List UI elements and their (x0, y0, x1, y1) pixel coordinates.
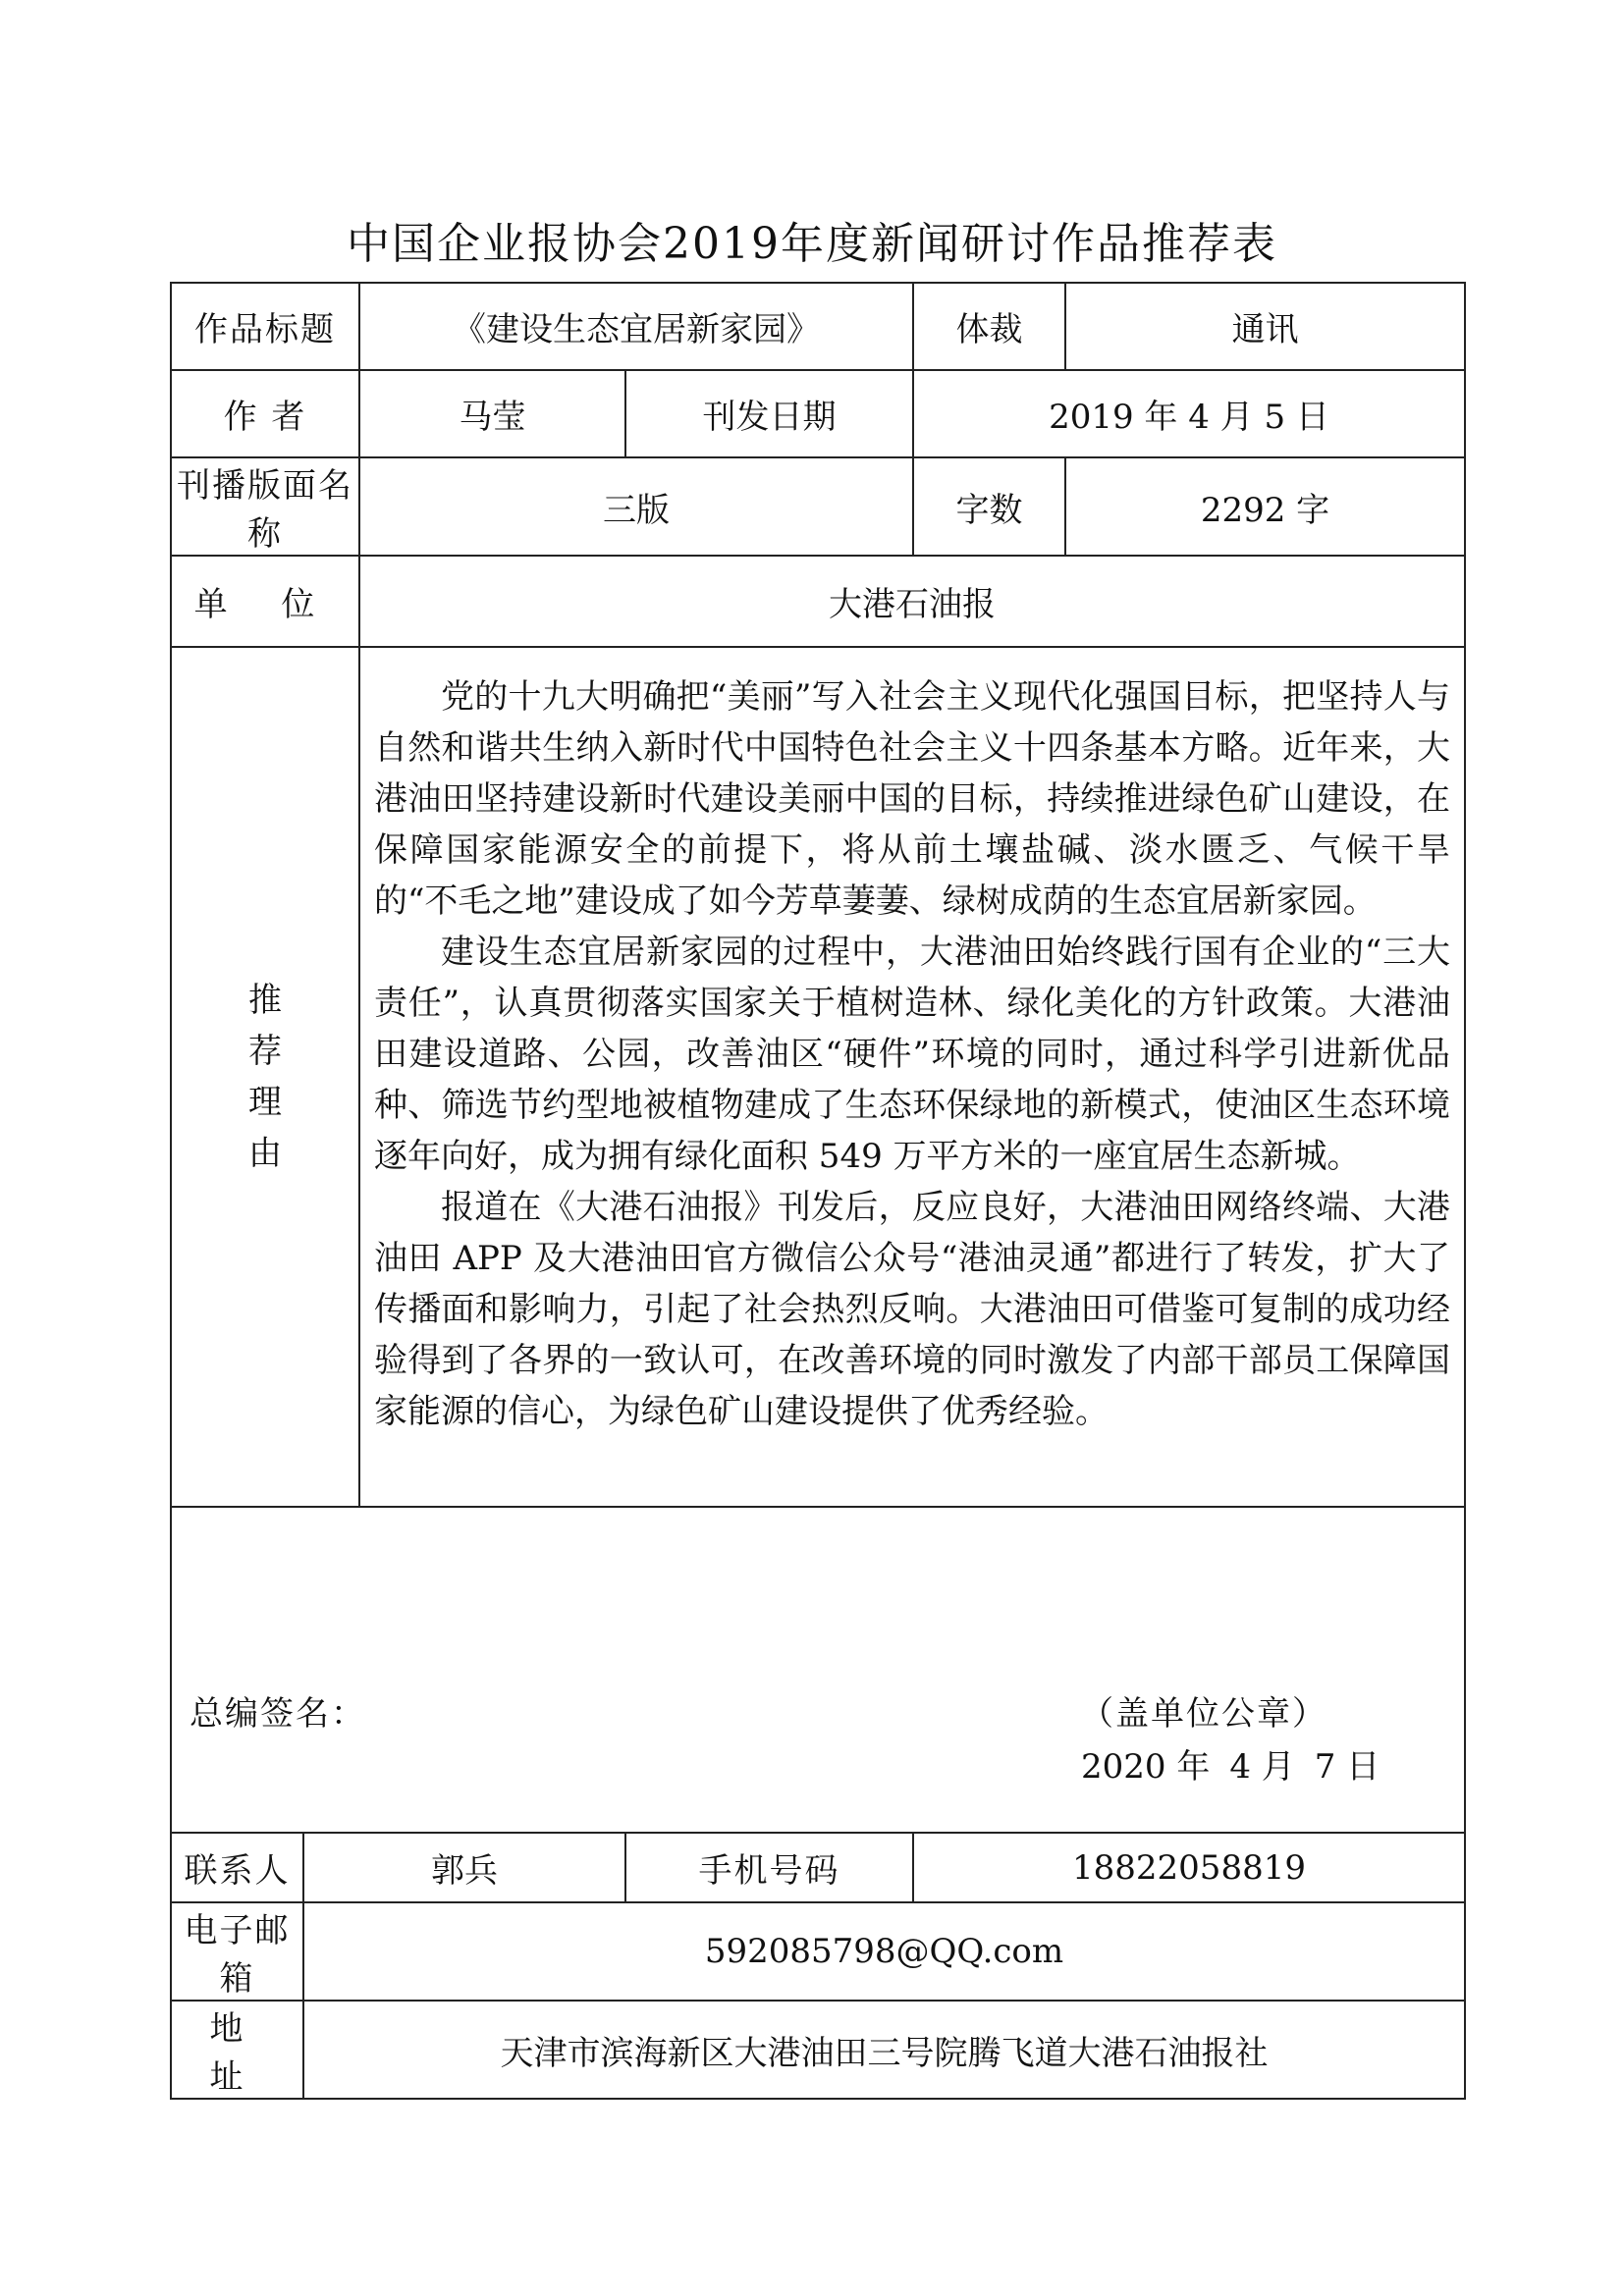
address-label: 地 址 (171, 2001, 303, 2099)
word-count-label: 字数 (913, 457, 1065, 556)
phone-value: 18822058819 (913, 1833, 1465, 1902)
contact-person-label: 联系人 (171, 1833, 303, 1902)
work-title-value: 《建设生态宜居新家园》 (359, 283, 913, 370)
email-label: 电子邮箱 (171, 1902, 303, 2001)
address-value: 天津市滨海新区大港油田三号院腾飞道大港石油报社 (303, 2001, 1465, 2099)
row-work-title (171, 283, 1465, 370)
reason-text (359, 647, 1465, 1507)
editor-signature-label: 总编签名： (189, 1694, 366, 1734)
signature-cell (171, 1507, 1465, 1833)
row-signature (171, 1507, 1465, 1833)
recommendation-form-table (170, 282, 1466, 2100)
signature-date-year: 2020 年 (1081, 1747, 1211, 1787)
reason-paragraph: 报道在《大港石油报》刊发后，反应良好，大港油田网络终端、大港油田 APP 及大港油田官方微信公众号“港油灵通”都进行了转发，扩大了传播面和影响力，引起了社会热烈反响。大港油田可借鉴可复制的成功经验得到了各界的一致认可，在改善环境的同时激发了内部干部员工保障国家能源的信心，为绿色矿山建设提供了优秀经验。 (374, 1188, 1450, 1431)
row-address (171, 2001, 1465, 2099)
email-value: 592085798@QQ.com (303, 1902, 1465, 2001)
work-title-label: 作品标题 (171, 283, 359, 370)
page-name-label: 刊播版面名称 (171, 457, 359, 556)
reason-label-char: 荐 (248, 1032, 282, 1071)
reason-label-char: 推 (248, 981, 282, 1020)
form-title: 中国企业报协会2019年度新闻研讨作品推荐表 (347, 219, 1277, 269)
unit-label: 单 位 (171, 556, 359, 647)
reason-label (171, 647, 359, 1507)
row-page-name (171, 457, 1465, 556)
unit-value: 大港石油报 (359, 556, 1465, 647)
row-unit (171, 556, 1465, 647)
row-author (171, 370, 1465, 457)
signature-date (1071, 1739, 1389, 1788)
reason-label-char: 由 (248, 1134, 282, 1173)
page-name-value: 三版 (359, 457, 913, 556)
pub-date-label: 刊发日期 (625, 370, 913, 457)
reason-label-char: 理 (248, 1083, 282, 1122)
reason-paragraph: 建设生态宜居新家园的过程中，大港油田始终践行国有企业的“三大责任”，认真贯彻落实国家关于植树造林、绿化美化的方针政策。大港油田建设道路、公园，改善油区“硬件”环境的同时，通过科学引进新优品种、筛选节约型地被植物建成了生态环保绿地的新模式，使油区生态环境逐年向好，成为拥有绿化面积 549 万平方米的一座宜居生态新城。 (374, 933, 1450, 1176)
signature-date-day: 7 日 (1314, 1747, 1380, 1787)
author-value: 马莹 (359, 370, 625, 457)
author-label: 作 者 (171, 370, 359, 457)
row-email (171, 1902, 1465, 2001)
genre-label: 体裁 (913, 283, 1065, 370)
pub-date-value: 2019 年 4 月 5 日 (913, 370, 1465, 457)
signature-date-month: 4 月 (1229, 1747, 1295, 1787)
contact-person-value: 郭兵 (303, 1833, 625, 1902)
word-count-value: 2292 字 (1065, 457, 1465, 556)
phone-label: 手机号码 (625, 1833, 913, 1902)
row-contact (171, 1833, 1465, 1902)
row-reason (171, 647, 1465, 1507)
genre-value: 通讯 (1065, 283, 1465, 370)
reason-paragraph: 党的十九大明确把“美丽”写入社会主义现代化强国目标，把坚持人与自然和谐共生纳入新时代中国特色社会主义十四条基本方略。近年来，大港油田坚持建设新时代建设美丽中国的目标，持续推进绿色矿山建设，在保障国家能源安全的前提下，将从前土壤盐碱、淡水匮乏、气候干旱的“不毛之地”建设成了如今芳草萋萋、绿树成荫的生态宜居新家园。 (374, 677, 1450, 921)
seal-note: （盖单位公章） (1080, 1694, 1327, 1734)
